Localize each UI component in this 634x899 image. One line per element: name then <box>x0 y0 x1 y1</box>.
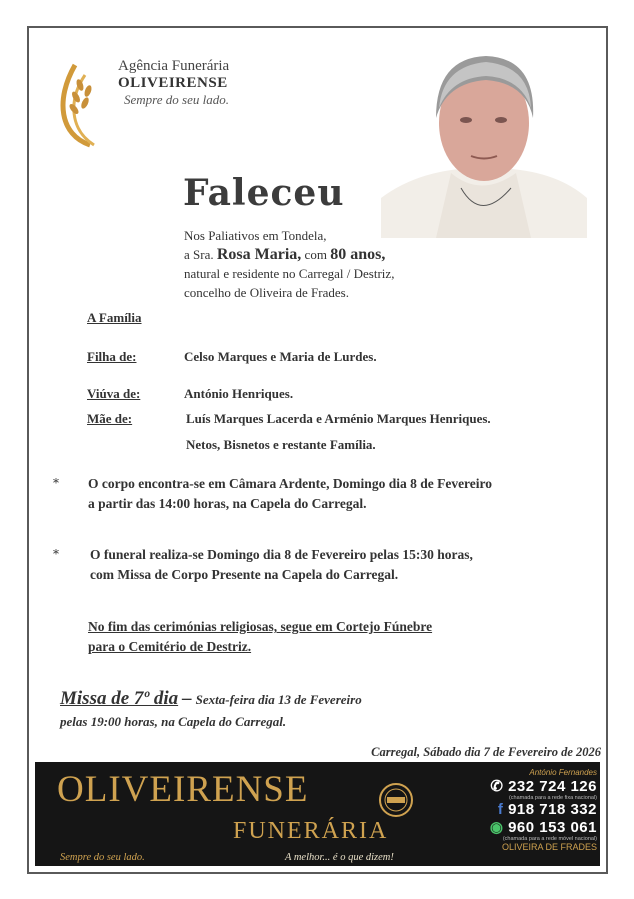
phone-landline[interactable]: ✆ 232 724 126 <box>490 778 597 795</box>
phone-mobile-1[interactable]: f 918 718 332 <box>497 801 597 818</box>
wake-line-1: O corpo encontra-se em Câmara Ardente, Domingo dia 8 de Fevereiro <box>88 476 493 491</box>
missa-date: Sexta-feira dia 13 de Fevereiro <box>195 692 362 707</box>
notice-intro <box>184 226 394 302</box>
cortege-line-1: No fim das cerimónias religiosas, segue em Cortejo Fúnebre <box>88 619 433 634</box>
missa-dash: – <box>182 688 192 709</box>
missa-line-1 <box>60 688 362 711</box>
cortege-announcement <box>88 617 432 657</box>
deceased-age: 80 anos, <box>330 246 386 263</box>
wake-line-2: a partir das 14:00 horas, na Capela do Carregal. <box>88 496 367 511</box>
phone-mobile-2[interactable]: ◉ 960 153 061 <box>489 819 597 836</box>
missa-time: pelas 19:00 horas, na Capela do Carregal. <box>60 714 287 729</box>
funeral-line-1: O funeral realiza-se Domingo dia 8 de Fevereiro pelas 15:30 horas, <box>90 547 473 562</box>
cortege-line-2: para o Cemitério de Destriz. <box>88 639 252 654</box>
whatsapp-icon: ◉ <box>489 819 509 836</box>
age-prefix: com <box>304 247 327 262</box>
deceased-name: Rosa Maria, <box>216 246 302 263</box>
family-heading: A Família <box>87 310 142 325</box>
family-others: Netos, Bisnetos e restante Família. <box>186 437 376 452</box>
missa-section <box>60 688 362 733</box>
bullet-marker: * <box>53 476 59 490</box>
footer-brand: OLIVEIRENSE <box>57 769 309 810</box>
bullet-marker: * <box>53 547 59 561</box>
wake-announcement <box>88 474 492 514</box>
notice-place: Nos Paliativos em Tondela, <box>184 228 327 243</box>
agency-brand: OLIVEIRENSE <box>118 75 228 91</box>
family-label-mother: Mãe de: <box>87 411 133 426</box>
anniversary-badge-icon <box>378 782 414 818</box>
agency-name: Agência Funerária <box>118 58 230 74</box>
funeral-line-2: com Missa de Corpo Presente na Capela do Carregal. <box>90 567 399 582</box>
family-label-widow: Viúva de: <box>87 386 141 401</box>
phone-landline-note: (chamada para a rede fixa nacional) <box>508 795 597 801</box>
notice-dateline: Carregal, Sábado dia 7 de Fevereiro de 2026 <box>371 745 601 759</box>
footer-slogan-2: A melhor... é o que dizem! <box>285 852 394 863</box>
family-label-daughter: Filha de: <box>87 349 137 364</box>
notice-name-line <box>184 245 394 264</box>
phone-icon: ✆ <box>490 778 509 795</box>
agency-header <box>118 58 229 108</box>
footer-banner <box>35 762 600 866</box>
footer-location: OLIVEIRA DE FRADES <box>501 842 597 852</box>
family-value-parents: Celso Marques e Maria de Lurdes. <box>184 349 377 364</box>
missa-title: Missa de 7º dia <box>60 688 179 709</box>
name-prefix: a Sra. <box>184 247 214 262</box>
deceased-portrait <box>381 48 587 238</box>
origin-line-1: natural e residente no Carregal / Destriz, <box>184 266 395 281</box>
phone-mobile-note: (chamada para a rede móvel nacional) <box>502 836 597 842</box>
contact-name: António Fernandes <box>529 768 597 777</box>
origin-line-2: concelho de Oliveira de Frades. <box>184 285 349 300</box>
funeral-announcement <box>90 545 473 585</box>
footer-contacts <box>475 768 597 852</box>
agency-tagline: Sempre do seu lado. <box>124 92 229 107</box>
family-value-children: Luís Marques Lacerda e Arménio Marques Henriques. <box>186 411 491 426</box>
notice-title: Faleceu <box>183 172 345 214</box>
footer-brand-sub: FUNERÁRIA <box>233 818 389 844</box>
family-value-husband: António Henriques. <box>184 386 294 401</box>
facebook-icon: f <box>497 801 509 818</box>
footer-slogan: Sempre do seu lado. <box>60 852 145 863</box>
